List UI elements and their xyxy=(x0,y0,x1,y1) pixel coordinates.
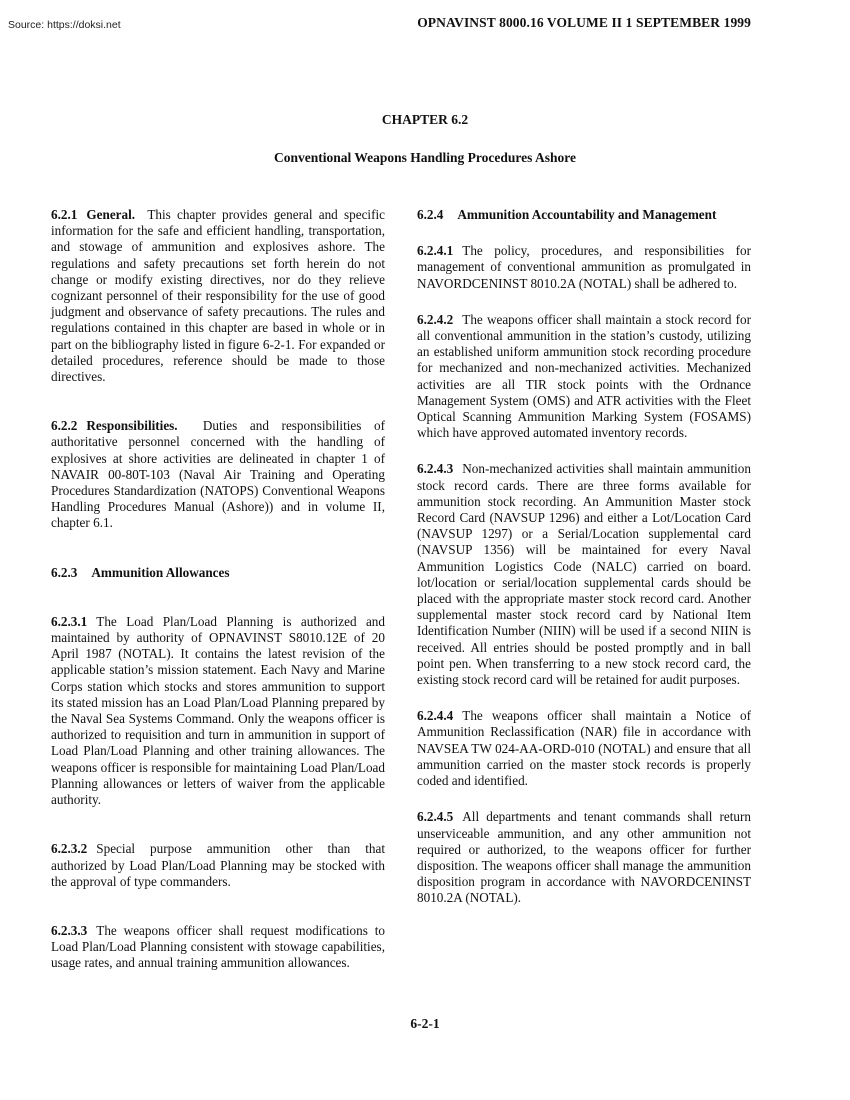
paragraph-text: Duties and responsibilities of authoritative personnel concerned with the handling of explosives at shore activities are delineated in chapter 1 of NAVAIR 00-80T-103 (Naval Air Training and Operating Procedures Standardization (NATOPS) Conventional Weapons Handling Procedures Manual (Ashore)) and in volume II, chapter 6.1. xyxy=(51,418,385,531)
left-column xyxy=(51,207,385,992)
section-heading-6-2-3 xyxy=(51,565,385,581)
paragraph-text: The weapons officer shall maintain a Notice of Ammunition Reclassification (NAR) file in accordance with NAVSEA TW 024-AA-ORD-010 (NOTAL) and ensure that all ammunition carried on the master stock records is properly coded and identified. xyxy=(417,708,751,789)
source-note: Source: https://doksi.net xyxy=(8,19,121,31)
paragraph-text: The Load Plan/Load Planning is authorized and maintained by authority of OPNAVINST S8010.12E of 20 April 1987 (NOTAL). It contains the latest revision of the applicable station’s mission statement. Each Navy and Marine Corps station which stocks and stores ammunition to support its stated mission has an Load Plan/Load Planning prepared by the Naval Sea Systems Command. Only the weapons officer is authorized to requisition and turn in ammunition in support of Load Plan/Load Planning and other training allowances. The weapons officer is responsible for maintaining Load Plan/Load Planning allowances or letters of waiver from the applicable authority. xyxy=(51,613,385,808)
paragraph-text: Non-mechanized activities shall maintain ammunition stock record cards. There are three forms available for ammunition stock recording. An Ammunition Master stock Record Card (NAVSUP 1296) and either a Lot/Location Card (NAVSUP 1297) or a Serial/Location supplemental card (NAVSUP 1356) will be maintained for every Naval Ammunition Logistics Code (NALC) carried on board. lot/location or serial/location supplemental cards should be placed with the appropriate master stock record card. Another supplemental master stock record card by National Item Identification Number (NIIN) will be used if a second NIIN is received. All entries should be posted promptly and in ball point pen. When transferring to a new stock record card, the existing stock record card will be retained for audit purposes. xyxy=(417,461,751,688)
paragraph-6-2-1 xyxy=(51,207,385,385)
paragraph-text: Special purpose ammunition other than that authorized by Load Plan/Load Planning may be stocked with the approval of type commanders. xyxy=(51,841,385,889)
paragraph-6-2-4-5 xyxy=(417,809,751,906)
paragraph-6-2-4-3 xyxy=(417,461,751,688)
paragraph-text: The weapons officer shall maintain a stock record for all conventional ammunition in the station’s custody, utilizing an established uniform ammunition stock recording procedure for mechanized and non-mechanized activities. Mechanized activities are all TIR stock points with the Ordnance Management System (OMS) and ATR activities with the Fleet Optical Scanning Ammunition Marking System (FOSAMS) which have approved automated inventory records. xyxy=(417,311,751,441)
paragraph-number: 6.2.4.1 xyxy=(417,243,454,259)
chapter-number: CHAPTER 6.2 xyxy=(381,112,469,127)
paragraph-text: All departments and tenant commands shall return unserviceable ammunition, and any other ammunition not required or authorized, to the weapons officer for further disposition. The weapons officer shall manage the ammunition disposition program in accordance with NAVORDCENINST 8010.2A (NOTAL). xyxy=(417,809,751,906)
paragraph-text: This chapter provides general and specific information for the safe and efficient handling, transportation, and stowage of ammunition and explosives ashore. The regulations and safety precautions set forth herein do not change or modify existing directives, nor do they relieve cognizant personnel of their responsibility for the use of good judgment and observance of safety precautions. The rules and regulations contained in this chapter are based in whole or in part on the bibliography listed in figure 6-2-1. For expanded or detailed procedures, reference should be made to those directives. xyxy=(51,207,386,385)
paragraph-number: 6.2.4.2 xyxy=(417,311,454,327)
paragraph-number: 6.2.1 xyxy=(51,207,78,222)
paragraph-text: The weapons officer shall request modifications to Load Plan/Load Planning consistent with stowage capabilities, usage rates, and annual training ammunition allowances. xyxy=(51,922,385,971)
paragraph-number: 6.2.2 xyxy=(51,418,78,434)
paragraph-6-2-4-4 xyxy=(417,708,751,789)
paragraph-number: 6.2.4.4 xyxy=(417,708,454,724)
paragraph-number: 6.2.3.1 xyxy=(51,613,88,629)
paragraph-6-2-2 xyxy=(51,418,385,531)
paragraph-number: 6.2.4.3 xyxy=(417,461,454,477)
paragraph-number: 6.2.4.5 xyxy=(417,809,454,825)
paragraph-6-2-3-3 xyxy=(51,923,385,972)
paragraph-number: 6.2.3.2 xyxy=(51,841,88,857)
paragraph-lead: General. xyxy=(86,207,136,222)
paragraph-6-2-3-1 xyxy=(51,614,385,808)
section-number: 6.2.3 xyxy=(51,564,78,580)
right-column xyxy=(417,207,751,927)
paragraph-6-2-3-2 xyxy=(51,841,385,890)
paragraph-number: 6.2.3.3 xyxy=(51,922,88,938)
paragraph-lead: Responsibilities. xyxy=(86,418,178,434)
section-number: 6.2.4 xyxy=(417,207,444,222)
section-title: Ammunition Accountability and Management xyxy=(457,207,717,222)
page-number: 6-2-1 xyxy=(410,1016,440,1031)
section-title: Ammunition Allowances xyxy=(91,564,230,580)
paragraph-6-2-4-2 xyxy=(417,312,751,442)
section-heading-6-2-4 xyxy=(417,207,751,223)
running-header: OPNAVINST 8000.16 VOLUME II 1 SEPTEMBER 1999 xyxy=(417,15,751,30)
paragraph-6-2-4-1 xyxy=(417,243,751,292)
paragraph-text: The policy, procedures, and responsibilities for management of conventional ammunition as promulgated in NAVORDCENINST 8010.2A (NOTAL) shall be adhered to. xyxy=(417,243,751,291)
chapter-title: Conventional Weapons Handling Procedures Ashore xyxy=(273,150,577,165)
